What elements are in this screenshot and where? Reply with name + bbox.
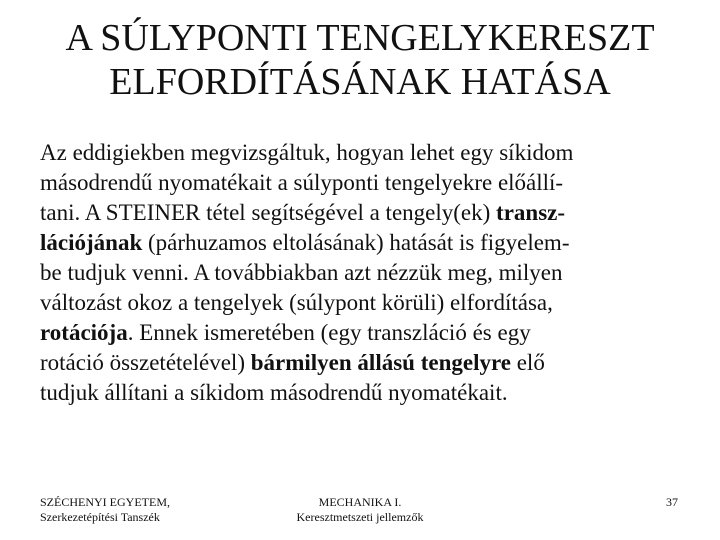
body-line-8 (40, 348, 690, 378)
body-text-segment: elő (510, 350, 545, 375)
body-line-5 (40, 258, 690, 288)
body-text-segment: (párhuzamos eltolásának) hatását is figyelem- (142, 230, 570, 255)
footer-course (260, 495, 460, 525)
footer-course-topic: Keresztmetszeti jellemzők (296, 510, 424, 524)
body-text-segment: tudjuk állítani a síkidom másodrendű nyomatékait. (40, 380, 508, 405)
slide-title (0, 16, 720, 104)
bold-term-transzlaciojanak-cont: lációjának (40, 230, 143, 255)
body-line-2 (40, 168, 690, 198)
page-number: 37 (666, 495, 678, 509)
footer-department: Szerkezetépítési Tanszék (40, 510, 160, 524)
body-line-4 (40, 228, 690, 258)
body-text-segment: másodrendű nyomatékait a súlyponti tengelyekre előállí- (40, 170, 564, 195)
body-line-6 (40, 288, 690, 318)
bold-term-rotacioja: rotációja (40, 320, 128, 345)
body-line-3 (40, 198, 690, 228)
body-text-segment: be tudjuk venni. A továbbiakban azt nézzük meg, milyen (40, 260, 563, 285)
body-line-9 (40, 378, 690, 408)
body-text-segment: . Ennek ismeretében (egy transzláció és egy (127, 320, 531, 345)
body-text-segment: változást okoz a tengelyek (súlypont körüli) elfordítása, (40, 290, 553, 315)
bold-term-barmilyen-allasu-tengelyre: bármilyen állású tengelyre (250, 350, 511, 375)
footer-institution (40, 495, 170, 525)
footer-university: SZÉCHENYI EGYETEM, (40, 495, 170, 509)
footer-course-title: MECHANIKA I. (318, 495, 402, 509)
body-text-segment: tani. A STEINER tétel segítségével a tengely(ek) (40, 200, 497, 225)
body-text-segment: rotáció összetételével) (40, 350, 251, 375)
body-line-1 (40, 138, 690, 168)
title-line-1: A SÚLYPONTI TENGELYKERESZT (65, 17, 655, 59)
body-line-7 (40, 318, 690, 348)
title-line-2: ELFORDÍTÁSÁNAK HATÁSA (109, 61, 611, 103)
body-text-segment: Az eddigiekben megvizsgáltuk, hogyan lehet egy síkidom (40, 140, 574, 165)
bold-term-transzlaciojanak: transz- (496, 200, 566, 225)
body-paragraph (40, 138, 690, 408)
